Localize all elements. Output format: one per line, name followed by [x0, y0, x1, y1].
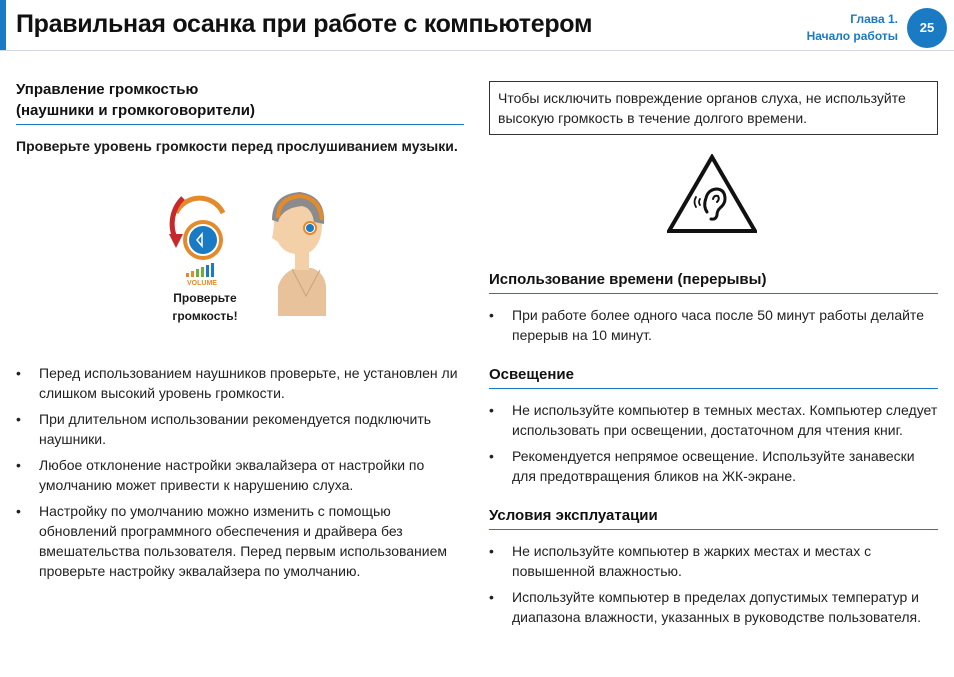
chapter-label	[807, 11, 898, 45]
volume-bold-note: Проверьте уровень громкости перед прослушиванием музыки.	[16, 138, 458, 154]
conditions-bullet-list	[489, 541, 938, 627]
volume-section-heading	[16, 79, 464, 125]
hearing-notice-box: Чтобы исключить повреждение органов слуха, не используйте высокую громкость в течение долгого времени.	[489, 81, 938, 135]
volume-bullet-list	[16, 363, 464, 581]
list-item: • Любое отклонение настройки эквалайзера от настройки по умолчанию может привести к нарушению слуха.	[16, 455, 464, 495]
right-column	[489, 79, 938, 633]
volume-check-illustration	[16, 168, 464, 358]
lighting-bullet-list	[489, 400, 938, 486]
illustration-caption	[152, 289, 258, 325]
chapter-name: Начало работы	[806, 29, 898, 43]
page-title: Правильная осанка при работе с компьютером	[16, 10, 593, 38]
hearing-warning-icon	[667, 154, 757, 234]
list-item: • Настройку по умолчанию можно изменить с помощью обновлений программного обеспечения и драйвера без вмешательства пользователя. Перед первым использованием проверьте настройку эквалайзера по умолчанию.	[16, 501, 464, 581]
page-number-badge: 25	[907, 8, 947, 48]
person-with-headphones-icon	[272, 192, 326, 316]
conditions-section-heading: Условия эксплуатации	[489, 505, 938, 530]
chapter-number: Глава 1.	[850, 12, 898, 26]
volume-level-bars-icon	[186, 263, 214, 277]
list-item: • Перед использованием наушников проверьте, не установлен ли слишком высокий уровень громкости.	[16, 363, 464, 403]
list-item: • Рекомендуется непрямое освещение. Используйте занавески для предотвращения бликов на ЖК-экране.	[489, 446, 938, 486]
volume-text-label: VOLUME	[187, 280, 217, 287]
header-accent-bar	[0, 0, 6, 50]
volume-dial-icon	[169, 198, 223, 260]
lighting-section-heading: Освещение	[489, 364, 938, 389]
list-item: • При длительном использовании рекомендуется подключить наушники.	[16, 409, 464, 449]
left-column	[16, 79, 464, 587]
caption-line-2: громкость!	[172, 309, 238, 323]
list-item: • Не используйте компьютер в темных местах. Компьютер следует использовать при освещении, достаточном для чтения книг.	[489, 400, 938, 440]
list-item: • Используйте компьютер в пределах допустимых температур и диапазона влажности, указанных в руководстве пользователя.	[489, 587, 938, 627]
header-divider	[0, 50, 954, 51]
warning-icon-area	[489, 135, 938, 269]
volume-heading-line2: (наушники и громкоговорители)	[16, 102, 255, 119]
list-item: • Не используйте компьютер в жарких местах и местах с повышенной влажностью.	[489, 541, 938, 581]
list-item: • При работе более одного часа после 50 минут работы делайте перерыв на 10 минут.	[489, 305, 938, 345]
breaks-bullet-list	[489, 305, 938, 345]
caption-line-1: Проверьте	[173, 291, 237, 305]
volume-illustration	[16, 168, 464, 358]
volume-heading-line1: Управление громкостью	[16, 81, 199, 98]
breaks-section-heading: Использование времени (перерывы)	[489, 269, 938, 294]
